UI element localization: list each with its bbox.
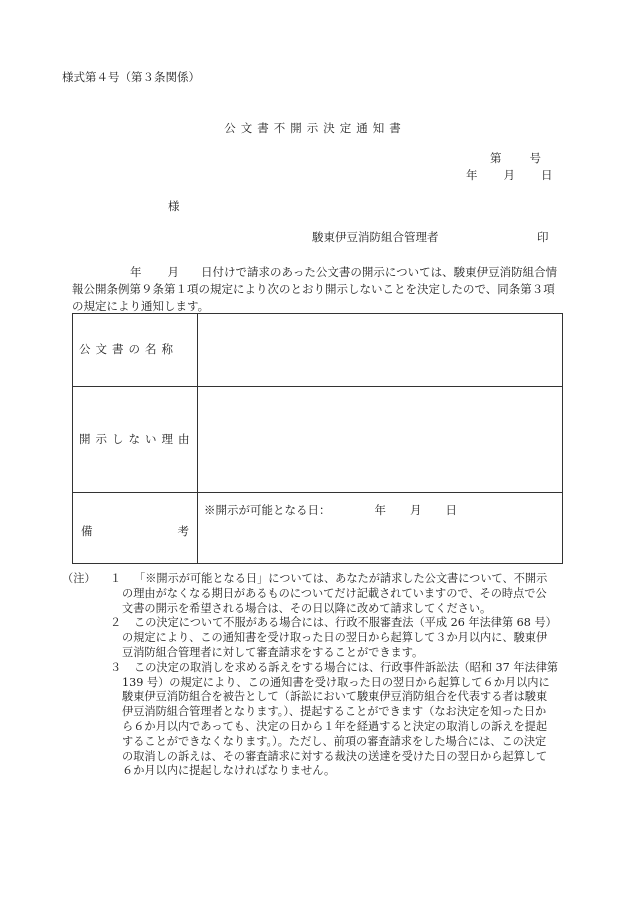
note-1 xyxy=(62,572,592,616)
note-2-line-2: の規定により、この通知書を受け取った日の翌日から起算して３か月以内に、駿東伊 xyxy=(122,631,548,645)
note-3-line-1: この決定の取消しを求める訴えをする場合には、行政事件訴訟法（昭和 37 年法律第 xyxy=(134,660,559,674)
document-title: 公文書不開示決定通知書 xyxy=(224,121,406,135)
document-name-value xyxy=(198,314,563,387)
body-line-1 xyxy=(72,264,582,281)
note-1-number: １ xyxy=(110,572,122,585)
document-date xyxy=(466,170,553,182)
recipient-suffix: 様 xyxy=(168,199,180,213)
date-month: 月 xyxy=(503,168,515,182)
remarks-label-1: 備 xyxy=(81,524,93,538)
doc-no-prefix: 第 xyxy=(490,151,502,165)
note-3 xyxy=(72,661,592,779)
notes-lead: （注） xyxy=(62,572,96,585)
date-day: 日 xyxy=(541,168,553,182)
decision-table xyxy=(72,313,563,564)
doc-no-suffix: 号 xyxy=(529,151,541,165)
date-year: 年 xyxy=(466,168,478,182)
remarks-label-cell xyxy=(73,493,198,564)
reason-label: 開示しない理由 xyxy=(73,387,198,493)
note-3-line-5: ら６か月以内であっても、決定の日から１年を経過すると決定の取消しの訴えを提起 xyxy=(122,719,548,733)
note-1-line-2: の理由がなくなる期日があるものについてだけ記載されていますので、その時点で公 xyxy=(122,586,547,600)
seal-mark: 印 xyxy=(537,230,549,244)
disclosure-day: 日 xyxy=(445,503,457,517)
form-number: 様式第４号（第３条関係） xyxy=(62,70,200,84)
notice-body xyxy=(72,264,582,315)
note-3-line-7: の取消しの訴えは、その審査請求に対する裁決の送達を受けた日の翌日から起算して xyxy=(122,749,548,763)
disclosure-year: 年 xyxy=(374,503,386,517)
note-3-line-2: 139 号）の規定により、この通知書を受け取った日の翌日から起算して６か月以内に xyxy=(122,675,550,689)
note-3-line-3: 駿東伊豆消防組合を被告として（訴訟において駿東伊豆消防組合を代表する者は駿東 xyxy=(122,690,548,704)
table-row-document-name xyxy=(73,314,563,387)
body-line-2: 報公開条例第９条第１項の規定により次のとおり開示しないことを決定したので、同条第３項 xyxy=(72,282,555,296)
note-2-line-1: この決定について不服がある場合には、行政不服審査法（平成 26 年法律第 68 号） xyxy=(134,616,557,630)
disclosure-month: 月 xyxy=(410,503,422,517)
body-line-3: の規定により通知します。 xyxy=(72,299,210,313)
body-month: 月 xyxy=(167,265,179,279)
disclosure-date-label: ※開示が可能となる日： xyxy=(204,503,331,517)
document-number xyxy=(490,153,541,165)
table-row-remarks xyxy=(73,493,563,564)
remarks-label-2: 考 xyxy=(177,524,189,538)
sender-name: 駿東伊豆消防組合管理者 xyxy=(312,230,439,244)
reason-value xyxy=(198,387,563,493)
body-line-1-rest: 日付けで請求のあった公文書の開示については、駿東伊豆消防組合情 xyxy=(201,265,558,279)
note-1-line-1: 「※開示が可能となる日」については、あなたが請求した公文書について、不開示 xyxy=(134,572,548,585)
note-3-number: ３ xyxy=(110,660,122,674)
notes-section xyxy=(62,572,592,779)
note-1-line-3: 文書の開示を希望される場合は、その日以降に改めて請求してください。 xyxy=(122,601,492,615)
note-2-line-3: 豆消防組合管理者に対して審査請求をすることができます。 xyxy=(122,645,424,659)
note-2-number: ２ xyxy=(110,616,122,630)
remarks-value xyxy=(198,493,563,564)
document-name-label: 公文書の名称 xyxy=(73,314,198,387)
table-row-reason xyxy=(73,387,563,493)
body-year: 年 xyxy=(130,265,142,279)
note-3-line-8: ６か月以内に提起しなければなりません。 xyxy=(122,764,336,778)
note-2 xyxy=(72,616,592,660)
note-3-line-6: することができなくなります。）。ただし、前項の審査請求をした場合には、この決定 xyxy=(122,734,547,748)
note-3-line-4: 伊豆消防組合管理者となります。）、提起することができます（なお決定を知った日か xyxy=(122,705,547,719)
